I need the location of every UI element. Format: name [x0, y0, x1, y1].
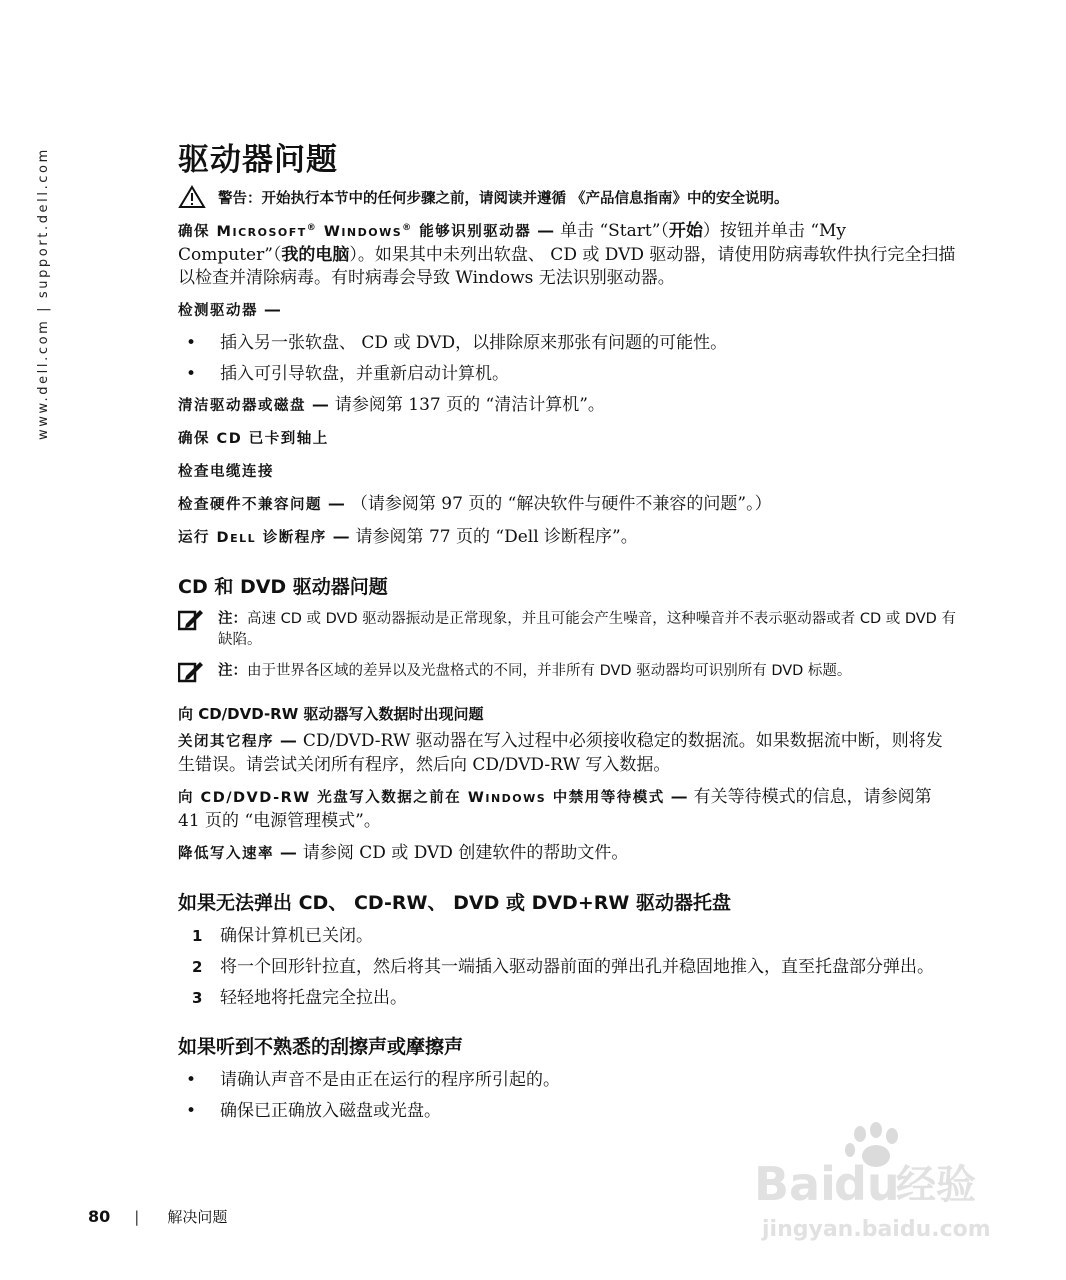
close-programs-para: 关闭其它程序 — CD/DVD-RW 驱动器在写入过程中必须接收稳定的数据流。如果数据流中断，则将发生错误。请尝试关闭所有程序，然后向 CD/DVD-RW 写入数据。	[178, 730, 943, 775]
incompat-para: 检查硬件不兼容问题 — （请参阅第 97 页的 “解决软件与硬件不兼容的问题”。）	[178, 493, 772, 514]
side-url: www.dell.com | support.dell.com	[36, 147, 51, 440]
warning-icon	[178, 185, 206, 209]
page-footer	[88, 1206, 227, 1227]
note-block: 注：由于世界各区域的差异以及光盘格式的不同，并非所有 DVD 驱动器均可识别所有 DVD 标题。	[178, 661, 956, 683]
diagnostics-para: 运行 DELL 诊断程序 — 请参阅第 77 页的 “Dell 诊断程序”。	[178, 526, 638, 547]
write-problem-heading: 向 CD/DVD-RW 驱动器写入数据时出现问题	[178, 704, 484, 723]
list-item: • 请确认声音不是由正在运行的程序所引起的。	[178, 1069, 956, 1092]
warning-text: 开始执行本节中的任何步骤之前，请阅读并遵循 《产品信息指南》中的安全说明。	[261, 190, 789, 207]
test-drive-list	[178, 332, 956, 386]
list-item: 3 轻轻地将托盘完全拉出。	[192, 987, 407, 1008]
list-item: 1 确保计算机已关闭。	[192, 925, 373, 946]
watermark-brand: Bai	[754, 1157, 836, 1211]
eject-heading: 如果无法弹出 CD、 CD-RW、 DVD 或 DVD+RW 驱动器托盘	[178, 891, 731, 914]
standby-para: 向 CD/DVD-RW 光盘写入数据之前在 WINDOWS 中禁用等待模式 — 有关等待模式的信息，请参阅第 41 页的 “电源管理模式”。	[178, 786, 932, 831]
noise-heading: 如果听到不熟悉的刮擦声或摩擦声	[178, 1035, 464, 1058]
list-item: • 确保已正确放入磁盘或光盘。	[178, 1100, 956, 1123]
windows-lead: 确保 MICROSOFT® WINDOWS® 能够识别驱动器	[178, 223, 532, 240]
windows-recognize-para: 确保 MICROSOFT® WINDOWS® 能够识别驱动器 — 单击 “Start”（开始）按钮并单击 “My Computer”（我的电脑）。如果其中未列出软盘、 CD 或 DVD 驱动器，请使用防病毒软件执行完全扫描以检查并清除病毒。有时病毒会导致 Windows 无法识别驱动器。	[178, 220, 956, 288]
note-pencil-icon	[178, 661, 204, 683]
warning-block	[178, 185, 956, 209]
cd-snap-para: 确保 CD 已卡到轴上	[178, 430, 329, 447]
warning-label: 警告：	[218, 190, 262, 207]
footer-separator: |	[134, 1207, 140, 1226]
check-cable-para: 检查电缆连接	[178, 463, 274, 480]
watermark-cn: 经验	[896, 1162, 976, 1208]
list-item: • 插入另一张软盘、 CD 或 DVD，以排除原来那张有问题的可能性。	[178, 332, 956, 355]
write-speed-para: 降低写入速率 — 请参阅 CD 或 DVD 创建软件的帮助文件。	[178, 842, 629, 863]
page-title: 驱动器问题	[178, 142, 338, 178]
footer-section: 解决问题	[167, 1208, 228, 1226]
cd-dvd-heading: CD 和 DVD 驱动器问题	[178, 575, 388, 598]
eject-steps	[178, 925, 956, 1010]
note-pencil-icon	[178, 609, 204, 631]
list-item: 2 将一个回形针拉直，然后将其一端插入驱动器前面的弹出孔并稳固地推入，直至托盘部分弹出。	[192, 956, 934, 977]
watermark-brand2: du	[834, 1157, 900, 1211]
test-drive-para: 检测驱动器 —	[178, 299, 281, 320]
page-number: 80	[88, 1207, 111, 1226]
noise-list	[178, 1069, 956, 1123]
note-block: 注：高速 CD 或 DVD 驱动器振动是正常现象，并且可能会产生噪音，这种噪音并不表示驱动器或者 CD 或 DVD 有缺陷。	[178, 609, 956, 651]
list-item: • 插入可引导软盘，并重新启动计算机。	[178, 363, 956, 386]
watermark-url: jingyan.baidu.com	[762, 1217, 991, 1242]
page-content	[178, 134, 956, 1131]
clean-drive-para: 清洁驱动器或磁盘 — 请参阅第 137 页的 “清洁计算机”。	[178, 394, 605, 415]
baidu-watermark	[748, 1118, 1008, 1248]
